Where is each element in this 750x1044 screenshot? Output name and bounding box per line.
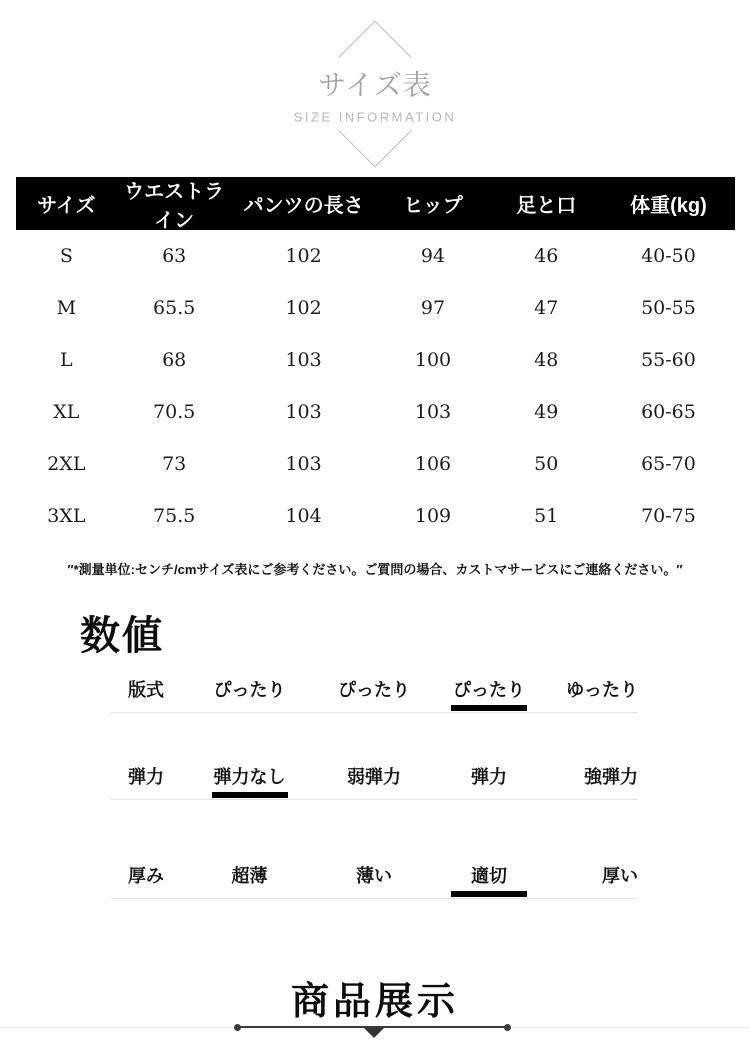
size-info-badge (0, 10, 750, 180)
spec-option-label: 版式 (128, 680, 164, 700)
table-cell: 109 (414, 505, 452, 527)
table-cell: 50 (534, 453, 559, 475)
table-header-cell: パンツの長さ (243, 195, 364, 217)
spec-cell (548, 763, 638, 799)
table-cell: XL (53, 401, 80, 423)
table-cell: 102 (285, 297, 322, 319)
table-header-cell: ウエストライン (124, 180, 225, 232)
spec-cell (181, 862, 318, 898)
size-table-header (16, 177, 735, 230)
table-cell: 3XL (47, 505, 86, 527)
size-table (16, 177, 735, 542)
table-cell: 2XL (47, 453, 86, 475)
table-cell: 103 (414, 401, 452, 423)
table-cell: 70-75 (641, 505, 696, 527)
spec-cell (548, 862, 638, 898)
spec-cell (181, 763, 318, 799)
spec-row (111, 713, 638, 800)
table-row (16, 230, 735, 282)
table-row (16, 438, 735, 490)
spec-option-label: 適切 (471, 862, 507, 888)
spec-row (111, 800, 638, 899)
table-header-cell: サイズ (37, 195, 96, 217)
spec-option-label: 厚み (128, 866, 164, 886)
spec-cell (318, 676, 430, 712)
table-row (16, 282, 735, 334)
table-row (16, 386, 735, 438)
table-cell: 103 (285, 453, 322, 475)
table-cell: 70.5 (153, 401, 196, 423)
spec-option-label: 厚い (602, 866, 638, 886)
table-header-cell: ヒップ (403, 195, 463, 217)
badge-title: サイズ表 (318, 69, 432, 101)
table-cell: S (59, 245, 73, 267)
table-header-cell: 足と口 (516, 195, 577, 217)
spec-cell (430, 763, 548, 799)
spec-cell (181, 676, 318, 712)
badge-text-block (247, 58, 503, 131)
table-cell: 55-60 (641, 349, 696, 371)
table-header-cell: 体重(kg) (630, 195, 707, 217)
table-cell: 104 (285, 505, 322, 527)
spec-option-label: 弾力なし (214, 763, 286, 789)
spec-cell (318, 763, 430, 799)
spec-option-label: ぴったり (338, 680, 410, 700)
spec-row (111, 660, 638, 713)
spec-option-label: 弾力 (471, 767, 507, 787)
table-cell: 40-50 (641, 245, 696, 267)
spec-row-label (111, 763, 181, 799)
measurement-note: ″*測量単位:センチ/cmサイズ表にご参考ください。ご質問の場合、カストマサービスにご連絡ください。″ (67, 562, 683, 577)
spec-cell (548, 676, 638, 712)
spec-matrix (111, 660, 638, 899)
spec-cell (318, 862, 430, 898)
table-cell: 100 (414, 349, 452, 371)
table-cell: 60-65 (641, 401, 696, 423)
table-cell: 65.5 (153, 297, 196, 319)
table-cell: 73 (162, 453, 187, 475)
table-cell: L (60, 349, 73, 371)
table-cell: 75.5 (153, 505, 196, 527)
table-cell: 63 (162, 245, 187, 267)
spec-option-label: 薄い (356, 866, 392, 886)
table-cell: 102 (285, 245, 322, 267)
table-row (16, 490, 735, 542)
size-table-body (16, 230, 735, 542)
section-divider (0, 1020, 750, 1044)
table-cell: 97 (420, 297, 446, 319)
table-cell: 46 (534, 245, 559, 267)
table-cell: 103 (285, 349, 322, 371)
table-cell: 94 (420, 245, 446, 267)
spec-option-label: ぴったり (213, 680, 286, 700)
table-row (16, 334, 735, 386)
down-triangle-icon (364, 1028, 384, 1038)
spec-option-label: ゆったり (566, 680, 638, 700)
product-display-heading: 商品展示 (290, 981, 459, 1023)
spec-option-label: 強弾力 (584, 767, 638, 787)
table-cell: 65-70 (641, 453, 696, 475)
table-cell: 49 (534, 401, 559, 423)
table-cell: 50-55 (641, 297, 696, 319)
table-cell: 47 (534, 297, 559, 319)
spec-row-label (111, 676, 181, 712)
spec-option-label: 弱弾力 (347, 767, 401, 787)
spec-cell (430, 676, 548, 712)
table-cell: 103 (285, 401, 322, 423)
spec-option-label: ぴったり (453, 676, 525, 702)
table-cell: 68 (162, 349, 187, 371)
table-cell: 106 (414, 453, 452, 475)
table-cell: 51 (534, 505, 559, 527)
badge-subtitle: SIZE INFORMATION (293, 109, 457, 125)
spec-option-label: 弾力 (128, 767, 164, 787)
table-cell: 48 (534, 349, 559, 371)
spec-row-label (111, 862, 181, 898)
spec-cell (430, 862, 548, 898)
table-cell: M (56, 297, 77, 319)
values-heading: 数値 (80, 614, 164, 658)
spec-option-label: 超薄 (231, 866, 268, 886)
